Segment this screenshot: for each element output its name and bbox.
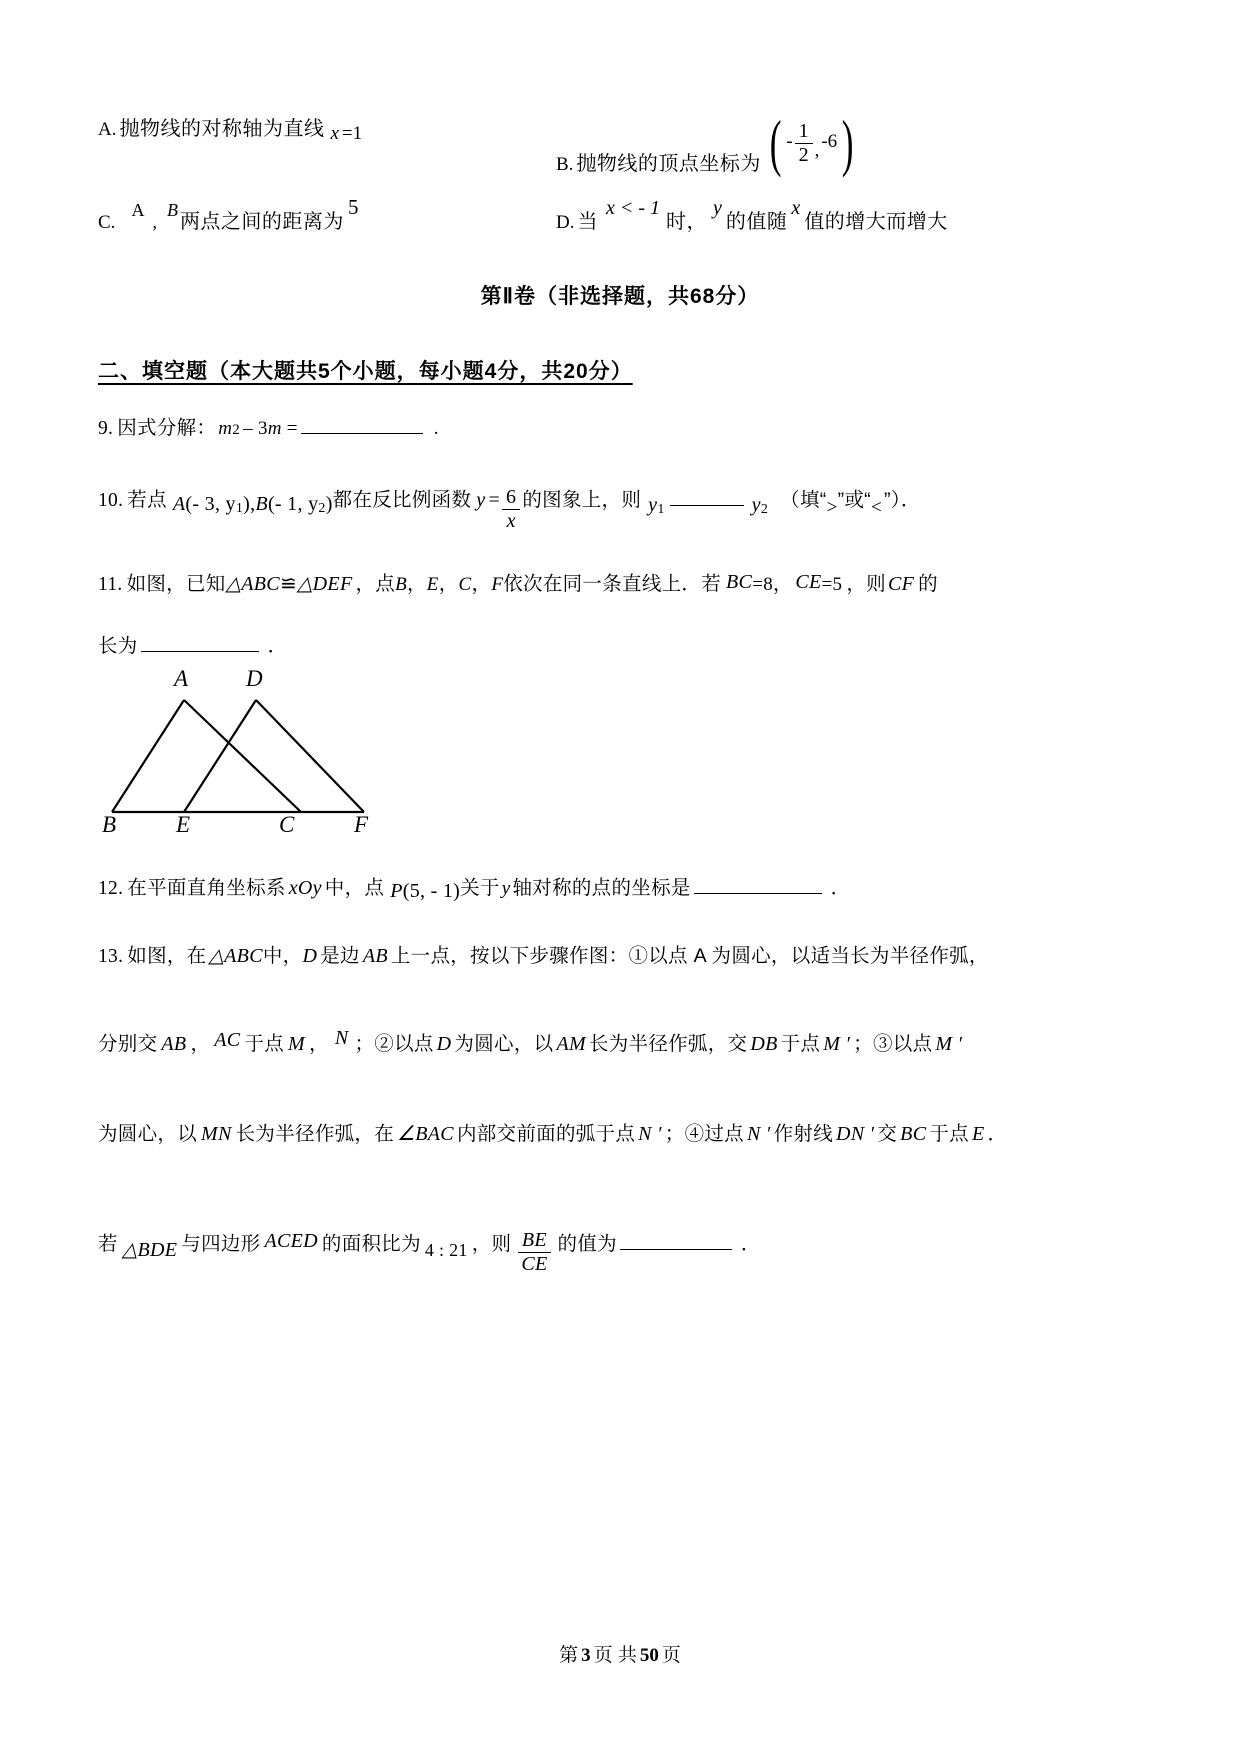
question-10-y2: y xyxy=(751,494,761,516)
choice-a[interactable] xyxy=(98,112,363,144)
question-13-l2-point-d: D xyxy=(436,1033,452,1055)
congruent-icon: ≌ xyxy=(279,573,297,595)
figure-label-c: C xyxy=(279,812,295,837)
question-9-expr-exponent: 2 xyxy=(232,422,241,438)
question-13-l3c: 内部交前面的弧于点 xyxy=(456,1123,636,1145)
question-12 xyxy=(98,872,850,900)
volume-2-header: 第Ⅱ卷（非选择题，共68分） xyxy=(480,285,760,308)
question-13-l4a: 若 xyxy=(98,1233,118,1255)
question-10-text5: ”或“ xyxy=(837,489,871,511)
question-9-expr-m: m xyxy=(218,418,233,439)
question-13-period: ． xyxy=(740,1233,761,1255)
choice-c-point-a: A xyxy=(131,200,145,220)
question-13-number: 13. xyxy=(98,946,124,967)
question-13-mn: MN xyxy=(201,1123,232,1145)
question-10-text: 若点 xyxy=(127,489,167,511)
question-13-n-prime: N ′ xyxy=(638,1123,662,1145)
question-11-answer-blank[interactable] xyxy=(141,632,259,653)
question-13-quad-aced: ACED xyxy=(264,1230,318,1252)
question-10-fraction xyxy=(502,487,520,532)
question-13-ratio-fraction xyxy=(517,1230,551,1275)
choice-b-fraction xyxy=(795,121,813,166)
question-11-text-d: ，则 xyxy=(846,573,886,595)
footer-suffix: 页 xyxy=(661,1645,681,1666)
choice-b-frac-num: 1 xyxy=(795,121,813,144)
question-12-point-p: P xyxy=(390,880,403,902)
question-13-frac-num: BE xyxy=(518,1230,551,1253)
question-12-number: 12. xyxy=(98,878,124,899)
choice-b-text: 抛物线的顶点坐标为 xyxy=(576,153,761,175)
question-13-l1d: 上一点，按以下步骤作图：①以点 A 为圆心，以适当长为半径作弧， xyxy=(390,945,989,967)
question-11-point-e: E xyxy=(426,574,439,595)
choice-c-value: 5 xyxy=(347,195,359,219)
question-11-line2 xyxy=(98,630,287,658)
question-13-answer-blank[interactable] xyxy=(620,1230,732,1251)
question-13 xyxy=(98,940,989,968)
question-9-period: . xyxy=(433,418,439,439)
question-13-l4b: 与四边形 xyxy=(181,1233,261,1255)
question-10-y1: y xyxy=(648,494,658,516)
question-13-l2-ac: AC xyxy=(214,1029,241,1051)
question-13-ab: AB xyxy=(362,945,388,967)
question-10-point-a: A xyxy=(172,493,186,515)
question-11-point-c: C xyxy=(458,574,472,595)
choice-c[interactable] xyxy=(98,195,359,234)
question-12-coordinate: (5, - 1) xyxy=(402,880,461,902)
question-13-l4d: ，则 xyxy=(471,1233,512,1255)
question-13-point-e: E xyxy=(971,1123,985,1145)
question-10-text4: （填“ xyxy=(780,489,827,511)
question-12-text: 在平面直角坐标系 xyxy=(127,877,286,899)
question-11 xyxy=(98,568,938,596)
question-12-text4: 轴对称的点的坐标是 xyxy=(512,877,691,899)
question-13-point-m: M xyxy=(288,1033,306,1055)
choice-c-label: C. xyxy=(98,212,116,233)
question-13-l1b: 中， xyxy=(262,945,303,967)
question-10-text2: 都在反比例函数 xyxy=(332,489,472,511)
question-11-ce-value: =5 xyxy=(821,574,843,595)
question-10-text6: ”）． xyxy=(884,489,921,511)
question-13-l2-ab: AB xyxy=(161,1033,187,1055)
question-13-line4 xyxy=(98,1228,761,1279)
question-10-paren2: (- 1, y xyxy=(267,493,319,515)
question-10-equals: = xyxy=(488,489,501,511)
question-11-triangle-abc: △ABC xyxy=(225,573,280,595)
question-13-db: DB xyxy=(750,1033,778,1055)
question-10-answer-blank[interactable] xyxy=(670,486,744,507)
choice-b-comma: , xyxy=(814,140,820,161)
triangles-figure xyxy=(96,666,396,840)
question-11-text-c: 依次在同一条直线上．若 xyxy=(503,573,722,595)
figure-label-a: A xyxy=(174,666,189,691)
question-10-sub-b: 2 xyxy=(318,501,326,516)
question-10-var-y: y xyxy=(476,489,486,511)
question-11-comma-1: ， xyxy=(406,573,427,595)
question-13-m-prime-2: M ′ xyxy=(935,1033,963,1055)
question-9-equals: = xyxy=(286,418,298,439)
figure-label-f: F xyxy=(354,812,369,837)
question-13-n-prime-2: N ′ xyxy=(746,1123,771,1145)
choice-b-frac-den: 2 xyxy=(798,143,809,166)
question-11-bc-value: =8， xyxy=(752,574,793,595)
question-11-point-f: F xyxy=(491,574,504,595)
question-12-text3: 关于 xyxy=(460,877,500,899)
choice-d-label: D. xyxy=(556,212,575,233)
question-9 xyxy=(98,412,439,440)
question-11-line2-text: 长为 xyxy=(98,635,138,657)
angle-bac-icon: ∠BAC xyxy=(397,1123,454,1145)
section-2-header: 二、填空题（本大题共5个小题，每小题4分，共20分） xyxy=(98,360,633,383)
question-13-frac-den: CE xyxy=(521,1253,548,1275)
question-11-cf: CF xyxy=(887,573,915,595)
question-11-comma-2: ， xyxy=(438,573,459,595)
question-11-bc: BC xyxy=(726,571,753,593)
question-12-y-axis: y xyxy=(501,878,511,899)
question-13-dn-prime: DN ′ xyxy=(836,1123,875,1145)
question-13-l2d: ， xyxy=(309,1033,329,1055)
question-9-number: 9. xyxy=(98,418,114,439)
choice-b-coordinate xyxy=(765,107,859,184)
question-13-l2a: 分别交 xyxy=(98,1033,158,1055)
question-11-ce: CE xyxy=(795,571,822,593)
question-9-expr-rest: – 3 xyxy=(243,418,268,439)
choice-d-var-y: y xyxy=(713,197,722,219)
question-9-expr-m2: m xyxy=(267,418,282,439)
question-13-line2 xyxy=(98,1028,965,1056)
question-11-text-b: ，点 xyxy=(355,573,396,595)
choice-a-eq: =1 xyxy=(341,123,363,144)
question-13-l2i: ；③以点 xyxy=(853,1033,933,1055)
question-13-bc: BC xyxy=(900,1123,927,1145)
footer-middle: 页 共 xyxy=(593,1645,637,1666)
figure-label-d: D xyxy=(246,666,263,691)
choice-b-sign: - xyxy=(786,131,793,152)
question-10-lt-symbol: < xyxy=(870,497,882,518)
question-11-text-a: 如图，已知 xyxy=(126,573,226,595)
question-10-paren1b: ), xyxy=(243,493,256,515)
question-13-l3h: ． xyxy=(987,1123,1008,1145)
question-13-l3f: 交 xyxy=(877,1123,898,1145)
choice-a-var: x xyxy=(330,123,339,144)
footer-total-pages: 50 xyxy=(639,1645,659,1666)
question-9-text: 因式分解： xyxy=(117,417,217,439)
question-10-text3: 的图象上，则 xyxy=(522,489,642,511)
choice-a-text: 抛物线的对称轴为直线 xyxy=(119,118,325,140)
question-13-triangle-abc: △ABC xyxy=(208,945,263,967)
question-11-number: 11. xyxy=(98,574,123,595)
choice-a-label: A. xyxy=(98,119,117,140)
choice-d-mid: 的值随 xyxy=(725,211,788,233)
choice-d[interactable] xyxy=(556,197,948,234)
question-13-am: AM xyxy=(556,1033,586,1055)
question-13-line3 xyxy=(98,1118,1007,1146)
question-13-l2b: ， xyxy=(190,1033,211,1055)
choice-b-second: -6 xyxy=(821,131,838,152)
question-13-l3b: 长为半径作弧，在 xyxy=(235,1123,395,1145)
question-13-l2h: 于点 xyxy=(780,1033,821,1055)
question-12-xoy: xOy xyxy=(288,877,322,899)
question-11-period: ． xyxy=(267,635,288,657)
question-10-y2-sub: 2 xyxy=(760,502,769,517)
question-10-frac-num: 6 xyxy=(502,487,520,510)
choice-c-point-b: B xyxy=(166,200,178,220)
question-10-frac-den: x xyxy=(506,510,516,532)
question-11-text-e: 的 xyxy=(918,573,938,595)
question-13-l3a: 为圆心，以 xyxy=(98,1123,198,1145)
question-13-point-n: N xyxy=(334,1027,349,1049)
choice-d-var-x: x xyxy=(791,197,801,219)
question-9-answer-blank[interactable] xyxy=(301,414,423,435)
footer-page-number: 3 xyxy=(581,1645,591,1666)
question-13-l2e: ；②以点 xyxy=(354,1033,434,1055)
choice-c-text: 两点之间的距离为 xyxy=(179,211,344,233)
choice-c-separator: , xyxy=(152,212,157,232)
question-12-period: ． xyxy=(830,877,851,899)
question-13-l2c: 于点 xyxy=(244,1033,285,1055)
question-12-text2: 中，点 xyxy=(324,877,385,899)
question-13-l3g: 于点 xyxy=(929,1123,969,1145)
question-13-l3d: ；④过点 xyxy=(664,1123,744,1145)
question-12-answer-blank[interactable] xyxy=(694,874,822,895)
question-10-number: 10. xyxy=(98,490,124,511)
footer-prefix: 第 xyxy=(559,1645,579,1666)
question-10-gt-symbol: > xyxy=(826,497,838,518)
question-10-y1-sub: 1 xyxy=(657,502,665,517)
left-paren-icon: ( xyxy=(769,107,782,178)
choice-d-when: 当 xyxy=(577,211,598,233)
question-10-point-b: B xyxy=(255,493,268,515)
figure-label-b: B xyxy=(102,812,117,837)
choice-d-then: 时， xyxy=(666,211,708,233)
question-13-triangle-bde: △BDE xyxy=(121,1239,178,1261)
figure-label-e: E xyxy=(176,812,191,837)
question-13-point-d: D xyxy=(302,945,318,967)
question-11-triangle-def: △DEF xyxy=(297,573,353,595)
choice-d-condition: x < - 1 xyxy=(605,197,661,219)
question-13-l1a: 如图，在 xyxy=(127,945,207,967)
page-footer xyxy=(0,1640,1240,1667)
question-13-l4e: 的值为 xyxy=(557,1233,617,1255)
question-13-l1c: 是边 xyxy=(320,945,360,967)
choice-d-tail: 值的增大而增大 xyxy=(804,211,948,233)
question-13-area-ratio: 4 : 21 xyxy=(424,1240,468,1260)
question-11-comma-3: ， xyxy=(471,573,492,595)
choice-b-label: B. xyxy=(556,154,574,175)
question-10 xyxy=(98,484,921,535)
question-10-sub-a: 1 xyxy=(235,501,244,516)
question-13-l2f: 为圆心，以 xyxy=(454,1033,554,1055)
triangles-svg xyxy=(96,672,396,840)
question-13-m-prime: M ′ xyxy=(823,1033,851,1055)
question-10-paren1: (- 3, y xyxy=(185,493,236,515)
question-13-l4c: 的面积比为 xyxy=(321,1233,421,1255)
right-paren-icon: ) xyxy=(841,107,854,178)
question-10-paren2b: ) xyxy=(325,493,333,515)
question-13-l2g: 长为半径作弧，交 xyxy=(588,1033,748,1055)
question-11-point-b: B xyxy=(395,574,407,595)
choice-b[interactable] xyxy=(556,107,858,186)
question-13-l3e: 作射线 xyxy=(773,1123,833,1145)
